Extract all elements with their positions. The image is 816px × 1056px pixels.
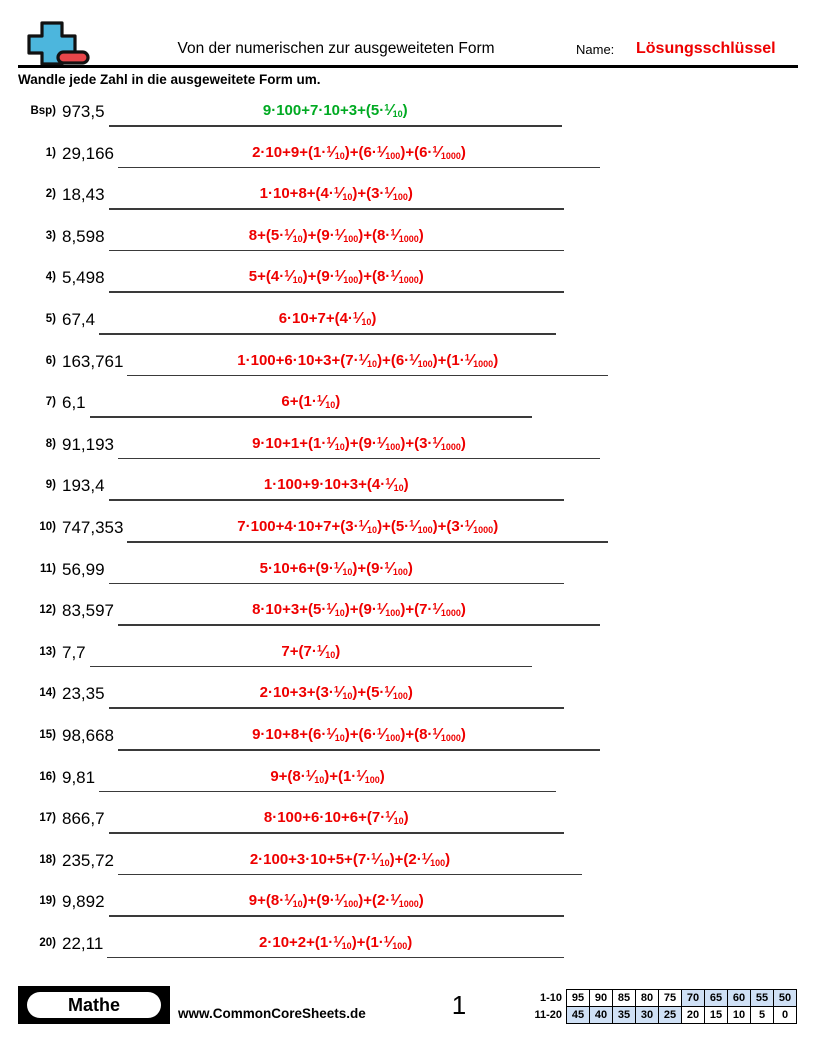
score-row-label: 11-20: [526, 1007, 567, 1024]
problem-number-label: 15): [39, 728, 56, 741]
score-cell[interactable]: 0: [774, 1007, 797, 1024]
page-number: 1: [451, 990, 467, 1020]
score-cell[interactable]: 5: [751, 1007, 774, 1024]
problem-number-label: 20): [39, 936, 56, 949]
answer-text: $8\cdot 100+6\cdot 10+6+(7\cdot^1⁄_{10})$: [263, 809, 409, 827]
answer-text: $6+(1\cdot^1⁄_{10})$: [281, 393, 341, 411]
problem-value: 91,193: [62, 434, 114, 454]
answer-line[interactable]: [109, 125, 562, 127]
score-cell[interactable]: 65: [705, 990, 728, 1007]
problem-value: 56,99: [62, 559, 105, 579]
subject-badge: [18, 986, 170, 1024]
problem-number-label: 11): [40, 562, 56, 575]
problem-number-label: 12): [39, 604, 56, 617]
page-title: Von der numerischen zur ausgeweiteten Form: [177, 40, 495, 57]
problem-row: [0, 553, 816, 595]
plus-minus-logo-icon: [18, 20, 90, 66]
problem-number-label: 6): [45, 354, 56, 367]
problem-row: [0, 386, 816, 428]
answer-line[interactable]: [118, 167, 600, 169]
problem-value: 9,892: [62, 892, 105, 912]
score-table: [526, 989, 797, 1024]
problem-number-label: 16): [39, 770, 56, 783]
problem-row: [0, 761, 816, 803]
problem-value: 98,668: [62, 725, 114, 745]
answer-line[interactable]: [118, 874, 582, 876]
problem-row: [0, 220, 816, 262]
problem-row: [0, 178, 816, 220]
answer-line[interactable]: [109, 832, 564, 834]
score-cell[interactable]: 70: [682, 990, 705, 1007]
answer-text: $2\cdot 10+3+(3\cdot^1⁄_{10})+(5\cdot^1⁄_{100})$: [259, 684, 413, 702]
problem-number-label: 19): [39, 895, 56, 908]
header-divider: [18, 65, 798, 68]
problem-value: 9,81: [62, 767, 96, 787]
score-table-grid: [526, 989, 797, 1024]
answer-text: $9+(8\cdot^1⁄_{10})+(9\cdot^1⁄_{100})+(2\cdot^1⁄_{1000})$: [248, 892, 424, 910]
answer-text: $9+(8\cdot^1⁄_{10})+(1\cdot^1⁄_{100})$: [270, 767, 385, 785]
problem-number-label: 1): [45, 146, 56, 159]
score-cell[interactable]: 50: [774, 990, 797, 1007]
problem-row: [0, 137, 816, 179]
page-footer: [18, 986, 798, 1026]
problem-value: 67,4: [62, 309, 96, 329]
problem-list: [0, 95, 816, 968]
score-table-row: [526, 990, 797, 1007]
answer-text: $6\cdot 10+7+(4\cdot^1⁄_{10})$: [278, 309, 377, 327]
example-answer: $9\cdot 100+7\cdot 10+3+(5\cdot^1⁄_{10})$: [262, 102, 408, 119]
problem-row: [0, 594, 816, 636]
score-cell[interactable]: 60: [728, 990, 751, 1007]
problem-row: [0, 469, 816, 511]
answer-line[interactable]: [90, 666, 532, 668]
problem-row: [0, 927, 816, 969]
score-cell[interactable]: 90: [590, 990, 613, 1007]
answer-text: $9\cdot 10+8+(6\cdot^1⁄_{10})+(6\cdot^1⁄_{100})+(8\cdot^1⁄_{1000})$: [252, 725, 466, 743]
answer-line[interactable]: [109, 291, 564, 293]
score-cell[interactable]: 85: [613, 990, 636, 1007]
score-cell[interactable]: 95: [567, 990, 590, 1007]
problem-row: [0, 677, 816, 719]
problem-value: 866,7: [62, 809, 105, 829]
score-cell[interactable]: 15: [705, 1007, 728, 1024]
answer-text: $8\cdot 10+3+(5\cdot^1⁄_{10})+(9\cdot^1⁄_{100})+(7\cdot^1⁄_{1000})$: [252, 601, 466, 619]
score-table-row: [526, 1007, 797, 1024]
problem-number-label: 7): [45, 396, 56, 409]
problem-number-label: Bsp): [30, 105, 56, 117]
problem-number-label: 18): [39, 853, 56, 866]
problem-number-label: 13): [39, 645, 56, 658]
problem-number-label: 10): [39, 520, 56, 533]
answer-key-label: Lösungsschlüssel: [636, 40, 776, 57]
problem-row: [0, 345, 816, 387]
answer-line[interactable]: [109, 250, 564, 252]
problem-value: 747,353: [62, 517, 124, 537]
answer-text: $1\cdot 100+6\cdot 10+3+(7\cdot^1⁄_{10})+(6\cdot^1⁄_{100})+(1\cdot^1⁄_{1000})$: [237, 351, 499, 369]
problem-value: 235,72: [62, 850, 114, 870]
problem-number-label: 2): [45, 188, 56, 201]
instructions-text: Wandle jede Zahl in die ausgeweitete Form um.: [18, 72, 321, 87]
problem-row: [0, 303, 816, 345]
problem-row: [0, 802, 816, 844]
answer-line[interactable]: [109, 208, 564, 210]
problem-row: [0, 844, 816, 886]
answer-line[interactable]: [118, 624, 600, 626]
answer-line[interactable]: [99, 791, 556, 793]
problem-number-label: 4): [45, 271, 56, 284]
answer-line[interactable]: [109, 915, 564, 917]
problem-number-label: 14): [39, 687, 56, 700]
answer-text: $5+(4\cdot^1⁄_{10})+(9\cdot^1⁄_{100})+(8\cdot^1⁄_{1000})$: [248, 268, 424, 286]
problem-value: 163,761: [62, 351, 124, 371]
score-cell[interactable]: 80: [636, 990, 659, 1007]
score-cell[interactable]: 35: [613, 1007, 636, 1024]
name-label: Name:: [576, 42, 615, 57]
score-cell[interactable]: 75: [659, 990, 682, 1007]
problem-value: 23,35: [62, 684, 105, 704]
answer-line[interactable]: [109, 499, 564, 501]
problem-value: 22,11: [62, 933, 104, 953]
problem-value: 193,4: [62, 476, 105, 496]
problem-value: 8,598: [62, 226, 105, 246]
problem-number-label: 9): [45, 479, 56, 492]
answer-text: $7\cdot 100+4\cdot 10+7+(3\cdot^1⁄_{10})+(5\cdot^1⁄_{100})+(3\cdot^1⁄_{1000})$: [237, 517, 499, 535]
score-cell[interactable]: 30: [636, 1007, 659, 1024]
problem-row: [0, 719, 816, 761]
score-cell[interactable]: 25: [659, 1007, 682, 1024]
problem-row: [0, 885, 816, 927]
answer-text: $9\cdot 10+1+(1\cdot^1⁄_{10})+(9\cdot^1⁄_{100})+(3\cdot^1⁄_{1000})$: [252, 434, 466, 452]
problem-number-label: 3): [45, 229, 56, 242]
problem-row: [0, 636, 816, 678]
problem-number-label: 17): [39, 812, 56, 825]
answer-line[interactable]: [127, 541, 608, 543]
score-cell[interactable]: 45: [567, 1007, 590, 1024]
answer-line[interactable]: [90, 416, 532, 418]
answer-line[interactable]: [107, 957, 564, 959]
answer-text: $7+(7\cdot^1⁄_{10})$: [281, 642, 341, 660]
answer-line[interactable]: [109, 707, 564, 709]
problem-row: [0, 428, 816, 470]
answer-text: $5\cdot 10+6+(9\cdot^1⁄_{10})+(9\cdot^1⁄_{100})$: [259, 559, 413, 577]
problem-row: [0, 511, 816, 553]
answer-text: $2\cdot 10+2+(1\cdot^1⁄_{10})+(1\cdot^1⁄_{100})$: [259, 933, 413, 951]
answer-text: $8+(5\cdot^1⁄_{10})+(9\cdot^1⁄_{100})+(8\cdot^1⁄_{1000})$: [248, 226, 424, 244]
problem-value: 29,166: [62, 143, 114, 163]
answer-text: $1\cdot 10+8+(4\cdot^1⁄_{10})+(3\cdot^1⁄_{100})$: [259, 185, 413, 203]
site-url: www.CommonCoreSheets.de: [178, 1006, 366, 1021]
answer-line[interactable]: [109, 583, 564, 585]
page-header: [18, 18, 798, 68]
answer-line[interactable]: [118, 749, 600, 751]
answer-text: $2\cdot 100+3\cdot 10+5+(7\cdot^1⁄_{10})+(2\cdot^1⁄_{100})$: [249, 850, 451, 868]
score-cell[interactable]: 55: [751, 990, 774, 1007]
answer-text: $1\cdot 100+9\cdot 10+3+(4\cdot^1⁄_{10})$: [263, 476, 409, 494]
problem-number-label: 8): [45, 437, 56, 450]
score-cell[interactable]: 20: [682, 1007, 705, 1024]
problem-row: [0, 261, 816, 303]
problem-value: 5,498: [62, 268, 105, 288]
score-cell[interactable]: 10: [728, 1007, 751, 1024]
answer-line[interactable]: [127, 375, 608, 377]
score-row-label: 1-10: [526, 990, 567, 1007]
problem-value: 7,7: [62, 642, 86, 662]
subject-badge-label: Mathe: [27, 992, 161, 1018]
problem-number-label: 5): [45, 312, 56, 325]
problem-value: 18,43: [62, 185, 105, 205]
answer-text: $2\cdot 10+9+(1\cdot^1⁄_{10})+(6\cdot^1⁄_{100})+(6\cdot^1⁄_{1000})$: [252, 143, 466, 161]
answer-line[interactable]: [99, 333, 556, 335]
score-cell[interactable]: 40: [590, 1007, 613, 1024]
problem-value: 973,5: [62, 102, 105, 121]
problem-value: 6,1: [62, 393, 86, 413]
problem-value: 83,597: [62, 601, 114, 621]
problem-row: [0, 95, 816, 137]
answer-line[interactable]: [118, 458, 600, 460]
